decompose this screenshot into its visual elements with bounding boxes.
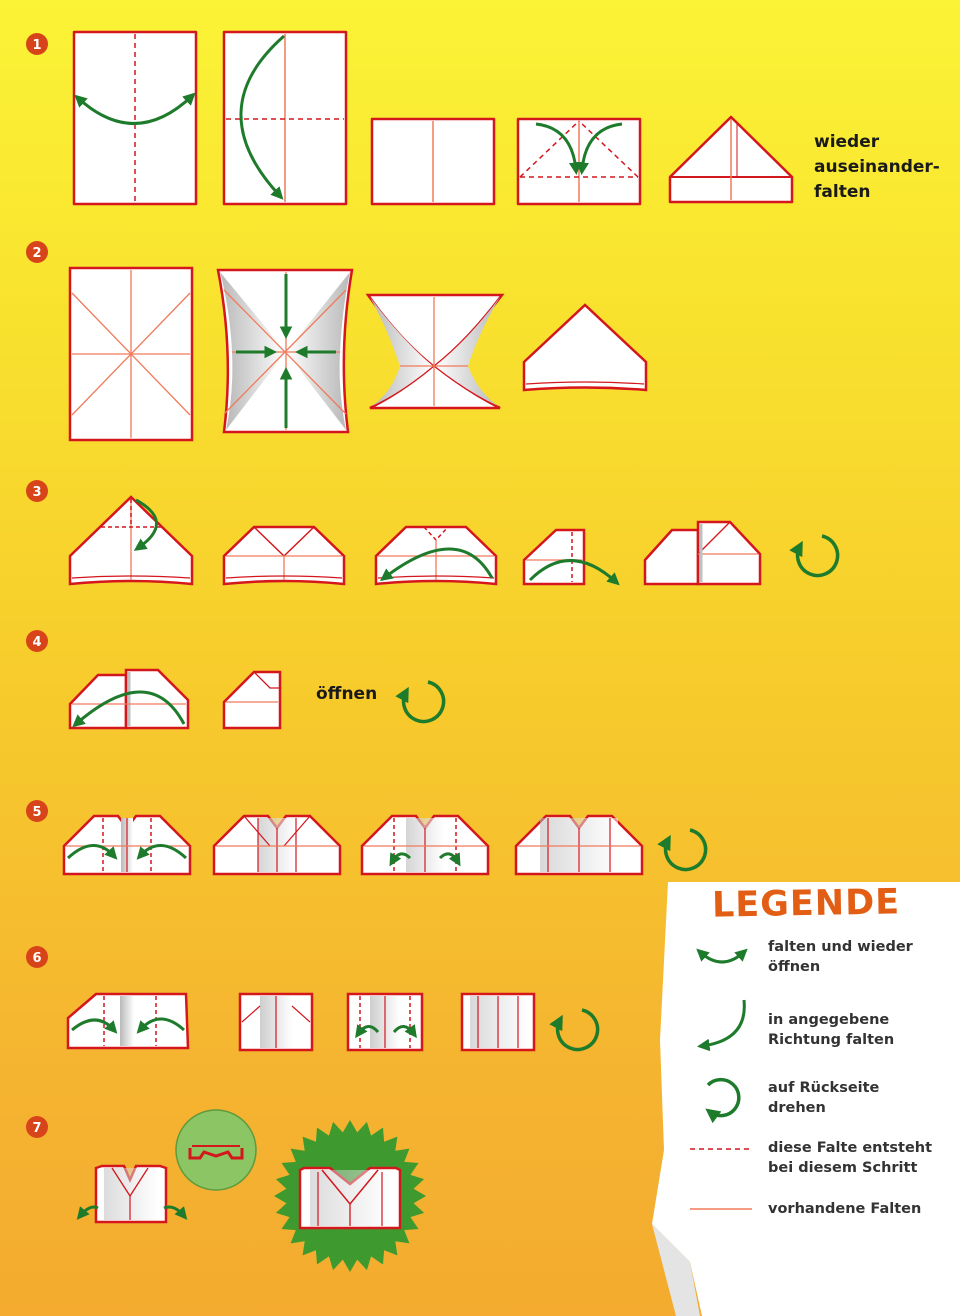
svg-text:1: 1 [32, 38, 42, 53]
step-2 [70, 268, 646, 440]
step-4 [70, 670, 444, 728]
s4-paper-a [70, 670, 188, 728]
s5-paper-b [214, 816, 340, 874]
s3-paper-c [376, 527, 496, 584]
legend-item-new-fold: diese Falte entsteht bei diesem Schritt [768, 1140, 933, 1176]
legend-title: LEGENDE [711, 882, 901, 926]
step-4-note: öffnen [316, 684, 378, 704]
s5-paper-d [516, 816, 642, 874]
step-badges [26, 33, 48, 1138]
s5-paper-a [64, 816, 190, 874]
s6-paper-c [348, 994, 422, 1050]
s1-paper-d [518, 119, 640, 204]
s1-paper-c [372, 119, 494, 204]
s7-paper-a [80, 1166, 184, 1222]
s1-paper-b [224, 32, 346, 204]
s3-paper-d [524, 530, 616, 584]
s6-paper-a [68, 994, 188, 1048]
legend-item-turn-over: auf Rückseite drehen [768, 1080, 880, 1116]
s3-paper-b [224, 527, 344, 584]
s4-turn-over-icon [404, 682, 444, 722]
s3-paper-a [70, 497, 192, 584]
s3-turn-over-icon [798, 536, 838, 576]
step-2-badge [26, 241, 48, 263]
s3-paper-e [645, 522, 760, 584]
step-1-badge [26, 33, 48, 55]
step-5 [64, 816, 706, 874]
s7-finished-book-badge [274, 1120, 426, 1272]
s1-paper-e [670, 117, 792, 202]
step-6 [68, 994, 598, 1050]
legend-item-fold-unfold: falten und wieder öffnen [768, 939, 913, 975]
svg-text:3: 3 [32, 485, 42, 500]
step-3 [70, 497, 838, 584]
svg-text:5: 5 [32, 805, 42, 820]
step-5-badge [26, 800, 48, 822]
step-4-badge [26, 630, 48, 652]
svg-text:7: 7 [32, 1121, 42, 1136]
s2-paper-c [368, 295, 502, 408]
step-3-badge [26, 480, 48, 502]
s5-paper-c [362, 816, 488, 874]
step-7-badge [26, 1116, 48, 1138]
step-6-badge [26, 946, 48, 968]
s5-turn-over-icon [666, 830, 706, 870]
s1-paper-a [74, 32, 196, 204]
legend-item-fold-direction: in angegebene Richtung falten [768, 1012, 895, 1048]
step-7 [80, 1110, 426, 1272]
s6-turn-over-icon [558, 1010, 598, 1050]
svg-text:4: 4 [32, 635, 42, 650]
s6-paper-b [240, 994, 312, 1050]
s6-paper-d [462, 994, 534, 1050]
s4-paper-b [224, 672, 280, 728]
s2-paper-b [218, 270, 352, 432]
step-1-note: wieder auseinander- falten [814, 132, 940, 202]
s7-top-view-badge [176, 1110, 256, 1190]
s2-paper-a [70, 268, 192, 440]
s2-paper-d [524, 305, 646, 390]
svg-text:6: 6 [32, 951, 42, 966]
step-1 [74, 32, 792, 204]
legend-item-existing-fold: vorhandene Falten [768, 1201, 922, 1217]
svg-text:2: 2 [32, 246, 42, 261]
